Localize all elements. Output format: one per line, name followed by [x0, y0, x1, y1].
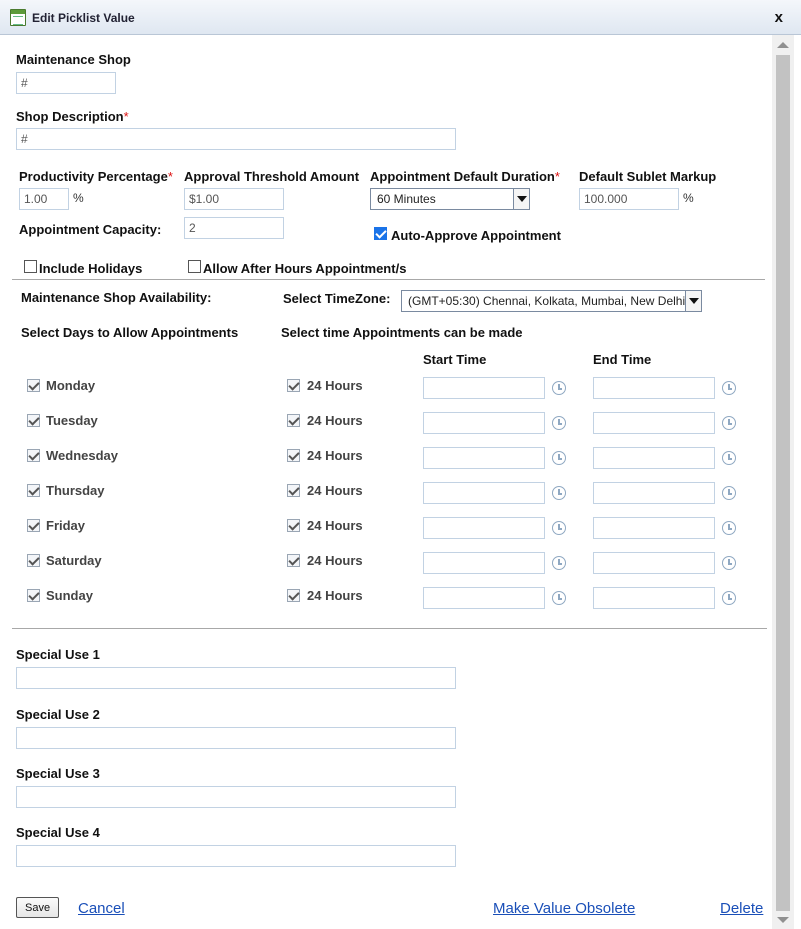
special-use-1-label: Special Use 1	[16, 647, 100, 662]
start-time-input-tuesday[interactable]	[423, 412, 545, 434]
approval-threshold-label: Approval Threshold Amount	[184, 169, 360, 184]
clock-icon[interactable]	[722, 521, 736, 535]
clock-icon[interactable]	[552, 556, 566, 570]
start-time-input-wednesday[interactable]	[423, 447, 545, 469]
dialog-titlebar	[0, 0, 801, 35]
start-time-input-friday[interactable]	[423, 517, 545, 539]
end-time-input-saturday[interactable]	[593, 552, 715, 574]
maintenance-shop-label: Maintenance Shop	[16, 52, 131, 67]
day-label-sunday: Sunday	[46, 588, 93, 603]
timezone-value: (GMT+05:30) Chennai, Kolkata, Mumbai, New Delhi	[408, 294, 686, 308]
day-checkbox-friday[interactable]	[27, 519, 40, 532]
all-day-label-friday: 24 Hours	[307, 518, 363, 533]
picklist-icon	[10, 9, 26, 26]
timezone-select[interactable]	[401, 290, 702, 312]
timezone-label: Select TimeZone:	[283, 291, 391, 306]
all-day-label-monday: 24 Hours	[307, 378, 363, 393]
clock-icon[interactable]	[552, 591, 566, 605]
save-button[interactable]: Save	[16, 897, 59, 918]
availability-label: Maintenance Shop Availability:	[21, 290, 212, 305]
all-day-label-tuesday: 24 Hours	[307, 413, 363, 428]
times-header: Select time Appointments can be made	[281, 325, 523, 340]
chevron-down-icon[interactable]	[685, 291, 701, 311]
shop-description-input[interactable]: #	[16, 128, 456, 150]
day-checkbox-sunday[interactable]	[27, 589, 40, 602]
sublet-markup-percent-unit: %	[683, 191, 694, 205]
special-use-1-input[interactable]	[16, 667, 456, 689]
all-day-checkbox-monday[interactable]	[287, 379, 300, 392]
all-day-label-thursday: 24 Hours	[307, 483, 363, 498]
vertical-scrollbar[interactable]	[772, 35, 794, 929]
appointment-capacity-input[interactable]: 2	[184, 217, 284, 239]
make-value-obsolete-link[interactable]: Make Value Obsolete	[493, 900, 636, 917]
shop-description-label: Shop Description*	[16, 109, 129, 124]
clock-icon[interactable]	[722, 591, 736, 605]
start-time-input-monday[interactable]	[423, 377, 545, 399]
all-day-label-saturday: 24 Hours	[307, 553, 363, 568]
day-label-saturday: Saturday	[46, 553, 102, 568]
dialog-title: Edit Picklist Value	[32, 11, 135, 25]
all-day-checkbox-thursday[interactable]	[287, 484, 300, 497]
clock-icon[interactable]	[722, 556, 736, 570]
allow-after-hours-label: Allow After Hours Appointment/s	[203, 261, 407, 276]
special-use-2-label: Special Use 2	[16, 707, 100, 722]
clock-icon[interactable]	[552, 521, 566, 535]
special-use-2-input[interactable]	[16, 727, 456, 749]
start-time-input-saturday[interactable]	[423, 552, 545, 574]
maintenance-shop-input[interactable]: #	[16, 72, 116, 94]
all-day-checkbox-saturday[interactable]	[287, 554, 300, 567]
allow-after-hours-checkbox[interactable]	[188, 260, 201, 273]
auto-approve-label: Auto-Approve Appointment	[391, 228, 561, 243]
clock-icon[interactable]	[552, 416, 566, 430]
day-label-tuesday: Tuesday	[46, 413, 98, 428]
scroll-up-arrow-icon[interactable]	[777, 42, 789, 48]
approval-threshold-input[interactable]: $1.00	[184, 188, 284, 210]
start-time-input-thursday[interactable]	[423, 482, 545, 504]
all-day-checkbox-friday[interactable]	[287, 519, 300, 532]
end-time-input-thursday[interactable]	[593, 482, 715, 504]
include-holidays-checkbox[interactable]	[24, 260, 37, 273]
clock-icon[interactable]	[722, 451, 736, 465]
special-use-3-input[interactable]	[16, 786, 456, 808]
all-day-label-sunday: 24 Hours	[307, 588, 363, 603]
all-day-checkbox-wednesday[interactable]	[287, 449, 300, 462]
special-use-4-input[interactable]	[16, 845, 456, 867]
day-label-monday: Monday	[46, 378, 96, 393]
special-use-3-label: Special Use 3	[16, 766, 100, 781]
day-checkbox-wednesday[interactable]	[27, 449, 40, 462]
day-checkbox-tuesday[interactable]	[27, 414, 40, 427]
end-time-input-wednesday[interactable]	[593, 447, 715, 469]
end-time-input-sunday[interactable]	[593, 587, 715, 609]
end-time-input-friday[interactable]	[593, 517, 715, 539]
appointment-duration-select[interactable]	[370, 188, 530, 210]
productivity-percent-unit: %	[73, 191, 84, 205]
dialog-content	[0, 35, 772, 929]
appointment-duration-label: Appointment Default Duration*	[370, 169, 560, 184]
include-holidays-label: Include Holidays	[39, 261, 143, 276]
delete-link[interactable]: Delete	[720, 900, 764, 917]
day-label-friday: Friday	[46, 518, 86, 533]
clock-icon[interactable]	[722, 416, 736, 430]
sublet-markup-input[interactable]: 100.000	[579, 188, 679, 210]
end-time-header: End Time	[593, 352, 652, 367]
day-label-wednesday: Wednesday	[46, 448, 119, 463]
end-time-input-tuesday[interactable]	[593, 412, 715, 434]
all-day-label-wednesday: 24 Hours	[307, 448, 363, 463]
days-header: Select Days to Allow Appointments	[21, 325, 239, 340]
sublet-markup-label: Default Sublet Markup	[579, 169, 717, 184]
special-use-4-label: Special Use 4	[16, 825, 100, 840]
clock-icon[interactable]	[722, 486, 736, 500]
start-time-header: Start Time	[423, 352, 487, 367]
section-divider	[12, 628, 767, 629]
cancel-link[interactable]: Cancel	[78, 900, 125, 917]
all-day-checkbox-sunday[interactable]	[287, 589, 300, 602]
appointment-duration-value: 60 Minutes	[377, 192, 436, 206]
day-checkbox-thursday[interactable]	[27, 484, 40, 497]
close-button[interactable]: x	[774, 9, 783, 26]
productivity-percentage-label: Productivity Percentage*	[19, 169, 173, 184]
all-day-checkbox-tuesday[interactable]	[287, 414, 300, 427]
day-label-thursday: Thursday	[46, 483, 105, 498]
end-time-input-monday[interactable]	[593, 377, 715, 399]
appointment-capacity-label: Appointment Capacity:	[19, 222, 162, 237]
clock-icon[interactable]	[722, 381, 736, 395]
scroll-down-arrow-icon[interactable]	[777, 917, 789, 923]
productivity-percentage-input[interactable]: 1.00	[19, 188, 69, 210]
clock-icon[interactable]	[552, 381, 566, 395]
clock-icon[interactable]	[552, 451, 566, 465]
day-checkbox-saturday[interactable]	[27, 554, 40, 567]
auto-approve-checkbox[interactable]	[374, 227, 387, 240]
chevron-down-icon[interactable]	[513, 189, 529, 209]
day-checkbox-monday[interactable]	[27, 379, 40, 392]
scrollbar-thumb[interactable]	[776, 55, 790, 911]
section-divider	[12, 279, 765, 280]
start-time-input-sunday[interactable]	[423, 587, 545, 609]
clock-icon[interactable]	[552, 486, 566, 500]
